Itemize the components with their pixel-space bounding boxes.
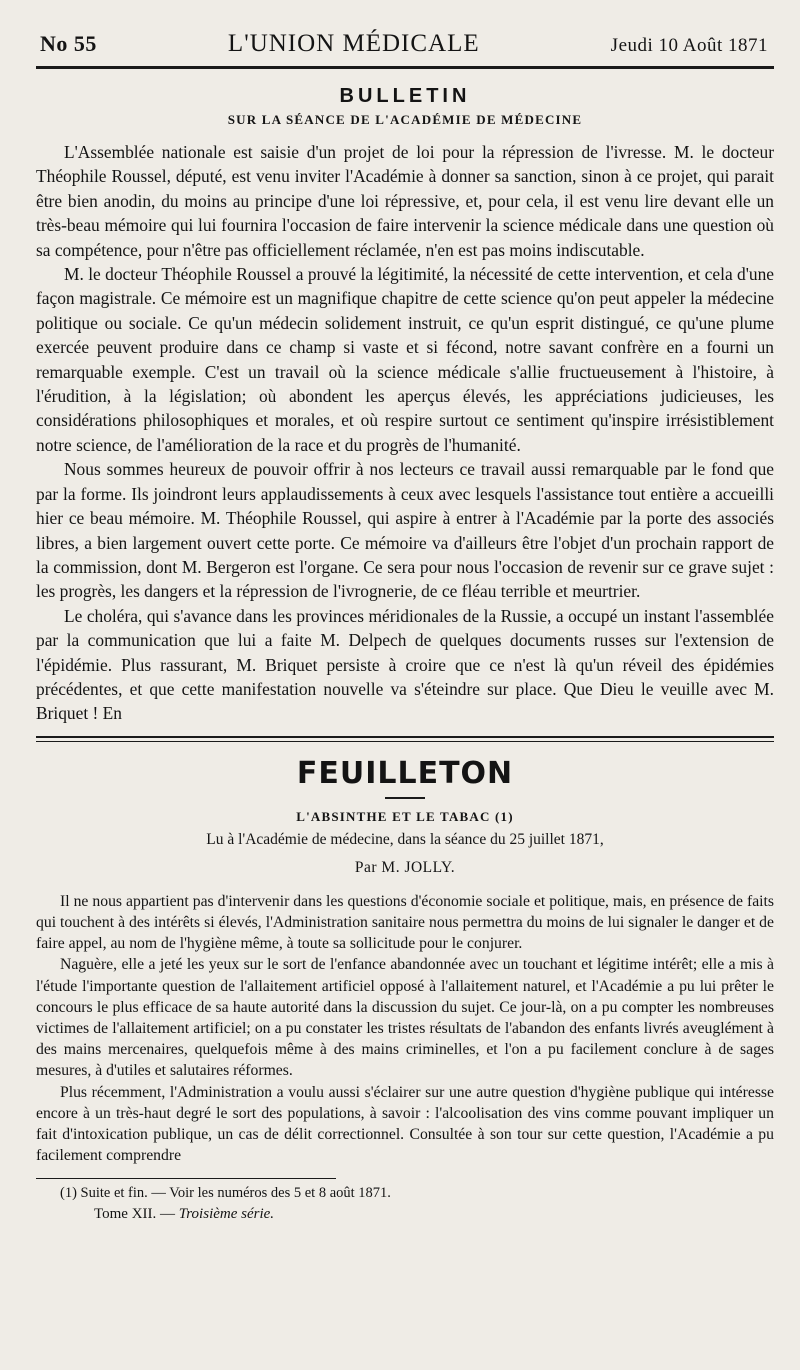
masthead-rule	[36, 66, 774, 69]
footnote-rule	[36, 1178, 336, 1179]
feuilleton-rule	[385, 797, 425, 799]
feuilleton-read-at: Lu à l'Académie de médecine, dans la séance du 25 juillet 1871,	[206, 830, 604, 848]
bulletin-section	[36, 85, 774, 726]
issue-date: Jeudi 10 Août 1871	[610, 35, 768, 56]
bulletin-paragraph-3: Nous sommes heureux de pouvoir offrir à nos lecteurs ce travail aussi remarquable par le fond que par la forme. Ils joindront leurs applaudissements à ceux avec lesquels l'assistance tout entière a accueilli hier ce beau mémoire. M. Théophile Roussel, qui aspire à entrer à l'Académie par la porte des associés libres, a bien largement ouvert cette porte. Ce mémoire va d'ailleurs être l'objet d'un prochain rapport de la commission, dont M. Bergeron est l'organe. Ce sera pour nous l'occasion de revenir sur ce grave sujet : les progrès, les dangers et la répression de l'ivrognerie, de ce fléau terrible et meurtrier.	[36, 459, 774, 602]
feuilleton-author: Par M. JOLLY.	[354, 858, 456, 876]
tome-line: Tome XII. — Troisième série.	[94, 1206, 275, 1223]
feuilleton-section	[36, 756, 774, 1224]
masthead	[36, 30, 774, 58]
footnote: (1) Suite et fin. — Voir les numéros des 5 et 8 août 1871.	[60, 1185, 391, 1202]
bulletin-paragraph-1: L'Assemblée nationale est saisie d'un projet de loi pour la répression de l'ivresse. M. le docteur Théophile Roussel, député, est venu inviter l'Académie à donner sa sanction, sinon à ce projet, qui parait être bien anodin, du moins au principe d'une loi répressive, et, pour cela, il est venu lire devant elle un très-beau mémoire qui lui fournira l'occasion de faire intervenir la science médicale dans une question où sa compétence, pour n'être pas officiellement réclamée, n'en est pas moins indiscutable.	[36, 142, 774, 260]
serie-label: Troisième série.	[178, 1206, 275, 1223]
feuilleton-paragraph-2: Naguère, elle a jeté les yeux sur le sort de l'enfance abandonnée avec un touchant et légitime intérêt; elle a mis à l'étude l'importante question de l'allaitement artificiel opposé à l'allaitement naturel, et l'Académie a pu lui prêter le concours le plus efficace de sa haute autorité dans la discussion du sujet. Ce jour-là, on a pu compter les nombreuses victimes de l'allaitement artificiel; on a pu constater les tristes résultats de l'abandon des enfants livrés aveuglément à des mains mercenaires, quelquefois même à des mains criminelles, et l'on a pu facilement conclure à de sages mesures, à d'utiles et salutaires réformes.	[36, 956, 774, 1080]
tome-number: Tome XII.	[94, 1206, 157, 1223]
bulletin-subtitle: SUR LA SÉANCE DE L'ACADÉMIE DE MÉDECINE	[227, 112, 583, 127]
feuilleton-paragraph-3: Plus récemment, l'Administration a voulu aussi s'éclairer sur une autre question d'hygiène publique qui intéresse encore à un très-haut degré le sort des populations, à savoir : l'alcoolisation des vins comme pouvant impliquer un fait d'intoxication publique, un cas de délit correctionnel. Consultée à son tour sur cette question, l'Académie a pu facilement comprendre	[36, 1083, 774, 1165]
feuilleton-title: FEUILLETON	[296, 755, 514, 791]
section-divider	[36, 736, 774, 742]
feuilleton-paragraph-1: Il ne nous appartient pas d'intervenir dans les questions d'économie sociale et politique, mais, en présence de faits qui touchent à des intérêts si élevés, l'Administration sanitaire nous permettra du moins de lui signaler le danger et de faire appel, au nom de l'hygiène même, à toute sa sollicitude pour le conjurer.	[36, 892, 774, 953]
issue-number: No 55	[40, 31, 97, 56]
bulletin-paragraph-2: M. le docteur Théophile Roussel a prouvé la légitimité, la nécessité de cette intervention, et cela d'une façon magistrale. Ce mémoire est un magnifique chapitre de cette science qu'on peut appeler la médecine politique ou sociale. Ce qu'un médecin solidement instruit, ce qu'un esprit distingué, ce qu'une plume exercée peuvent produire dans ce champ si vaste et si fécond, notre savant confrère en a fourni un remarquable exemple. C'est un travail où la science médicale s'allie fructueusement à l'histoire, à l'érudition, à la législation; où abondent les aperçus élevés, les appréciations judicieuses, les considérations philosophiques et morales, et où respire surtout ce sentiment qu'inspire irrésistiblement notre science, de l'amélioration de la race et du progrès de l'humanité.	[36, 264, 774, 455]
journal-title: L'UNION MÉDICALE	[227, 30, 480, 57]
bulletin-title: BULLETIN	[339, 85, 471, 107]
feuilleton-subtitle: L'ABSINTHE ET LE TABAC (1)	[296, 808, 514, 824]
bulletin-paragraph-4: Le choléra, qui s'avance dans les provinces méridionales de la Russie, a occupé un instant l'assemblée par la communication que lui a faite M. Delpech de quelques documents russes sur l'extension de l'épidémie. Plus rassurant, M. Briquet persiste à croire que ce n'est là qu'un réveil des épidémies précédentes, et que cette manifestation nouvelle va s'éteindre sur place. Que Dieu le veuille avec M. Briquet ! En	[36, 605, 774, 724]
